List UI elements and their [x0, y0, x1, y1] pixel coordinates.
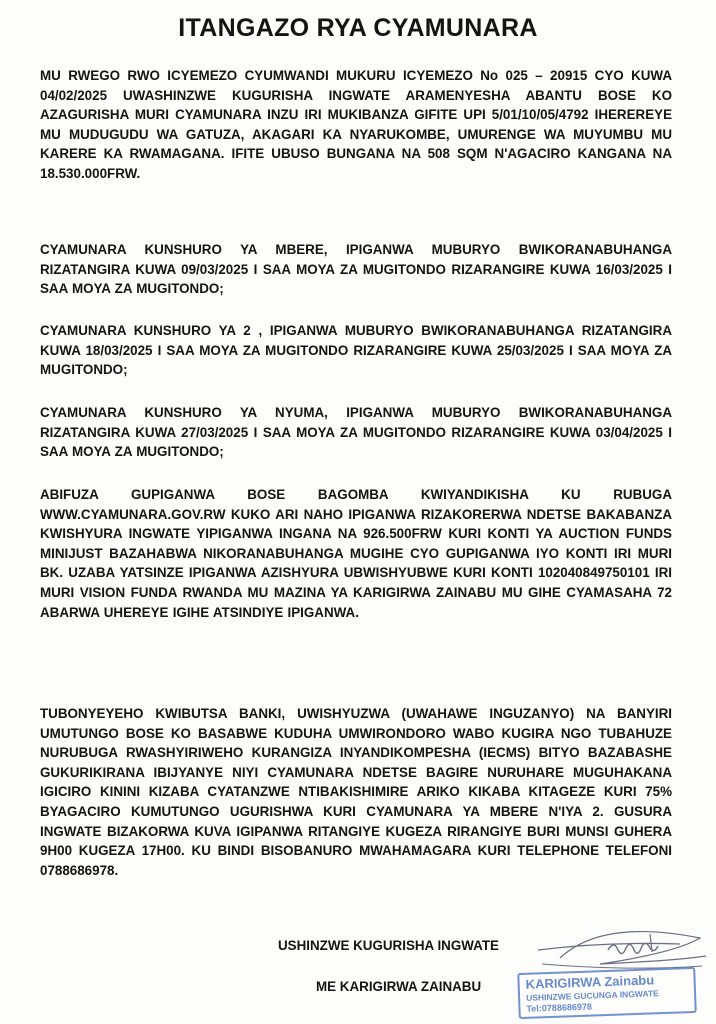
paragraph-reminder: TUBONYEYEHO KWIBUTSA BANKI, UWISHYUZWA (UWAHAWE INGUZANYO) NA BANYIRI UMUTUNGO BOSE KO BASABWE KUDUHA UMWIRONDORO WABO KUGIRA NGO TUBAHUZE NURUBUGA RWASHYIRIWEHO KURANGIZA INYANDIKOMPESHA (IECMS) BITYO BAZABASHE GUKURIKIRANA IBIJYANYE NIYI CYAMUNARA NDETSE BAGIRE NURUHARE MUGUHAKANA IGICIRO KININI KIZABA CYATANZWE NTIBAKISHIMIRE ARIKO KIKABA KITAGEZE KURI 75% BYAGACIRO KUMUTUNGO UGURISHWA KURI CYAMUNARA YA MBERE N'IYA 2. GUSURA INGWATE BIZAKORWA KUVA IGIPANWA RITANGIYE KUGEZA RIRANGIYE BURI MUNSI GUHERA 9H00 KUGEZA 17H00. KU BINDI BISOBANURO MWAHAMAGARA KURI TELEPHONE TELEFONI 0788686978.: [40, 706, 672, 878]
stamp-name: KARIGIRWA Zainabu: [525, 972, 655, 992]
stamp-role: USHINZWE GUCUNGA INGWATE: [525, 988, 659, 1003]
document-title: ITANGAZO RYA CYAMUNARA: [178, 14, 538, 42]
paragraph-second-auction: CYAMUNARA KUNSHURO YA 2 , IPIGANWA MUBURYO BWIKORANABUHANGA RIZATANGIRA KUWA 18/03/2025 I SAA MOYA ZA MUGITONDO RIZARANGIRE KUWA 25/03/2025 I SAA MOYA ZA MUGITONDO;: [40, 323, 672, 378]
signature-role: USHINZWE KUGURISHA INGWATE: [278, 938, 499, 953]
paragraph-intro: MU RWEGO RWO ICYEMEZO CYUMWANDI MUKURU ICYEMEZO No 025 – 20915 CYO KUWA 04/02/2025 UWASHINZWE KUGURISHA INGWATE ARAMENYESHA ABANTU BOSE KO AZAGURISHA MURI CYAMUNARA INZU IRI MUKIBANZA GIFITE UPI 5/01/10/05/4792 IHEREREYE MU MUDUGUDU WA GATUZA, AKAGARI KA NYARUKOMBE, UMURENGE WA MUYUMBU MU KARERE KA RWAMAGANA. IFITE UBUSO BUNGANA NA 508 SQM N'AGACIRO KANGANA NA 18.530.000FRW.: [40, 68, 672, 181]
stamp-phone: Tel:0788686978: [526, 1001, 593, 1014]
official-stamp: [517, 967, 696, 1019]
paragraph-final-auction: CYAMUNARA KUNSHURO YA NYUMA, IPIGANWA MUBURYO BWIKORANABUHANGA RIZATANGIRA KUWA 27/03/2025 I SAA MOYA ZA MUGITONDO RIZARANGIRE KUWA 03/04/2025 I SAA MOYA ZA MUGITONDO;: [40, 405, 672, 460]
paragraph-registration: ABIFUZA GUPIGANWA BOSE BAGOMBA KWIYANDIKISHA KU RUBUGA WWW.CYAMUNARA.GOV.RW KUKO ARI NAHO IPIGANWA RIZAKORERWA NDETSE BAKABANZA KWISHYURA INGWATE YIPIGANWA INGANA NA 926.500FRW KURI KONTI YA AUCTION FUNDS MINIJUST BAZAHABWA NIKORANABUHANGA MUGIHE CYO GUPIGANWA IYO KONTI IRI MURI BK. UZABA YATSINZE IPIGANWA AZISHYURA UBWISHYUBWE KURI KONTI 102040849750101 IRI MURI VISION FUNDA RWANDA MU MAZINA YA KARIGIRWA ZAINABU MU GIHE CYAMASAHA 72 ABARWA UHEREYE IGIHE ATSINDIYE IPIGANWA.: [40, 487, 672, 620]
paragraph-first-auction: CYAMUNARA KUNSHURO YA MBERE, IPIGANWA MUBURYO BWIKORANABUHANGA RIZATANGIRA KUWA 09/03/2025 I SAA MOYA ZA MUGITONDO RIZARANGIRE KUWA 16/03/2025 I SAA MOYA ZA MUGITONDO;: [40, 242, 672, 297]
signature-name: ME KARIGIRWA ZAINABU: [316, 979, 482, 994]
